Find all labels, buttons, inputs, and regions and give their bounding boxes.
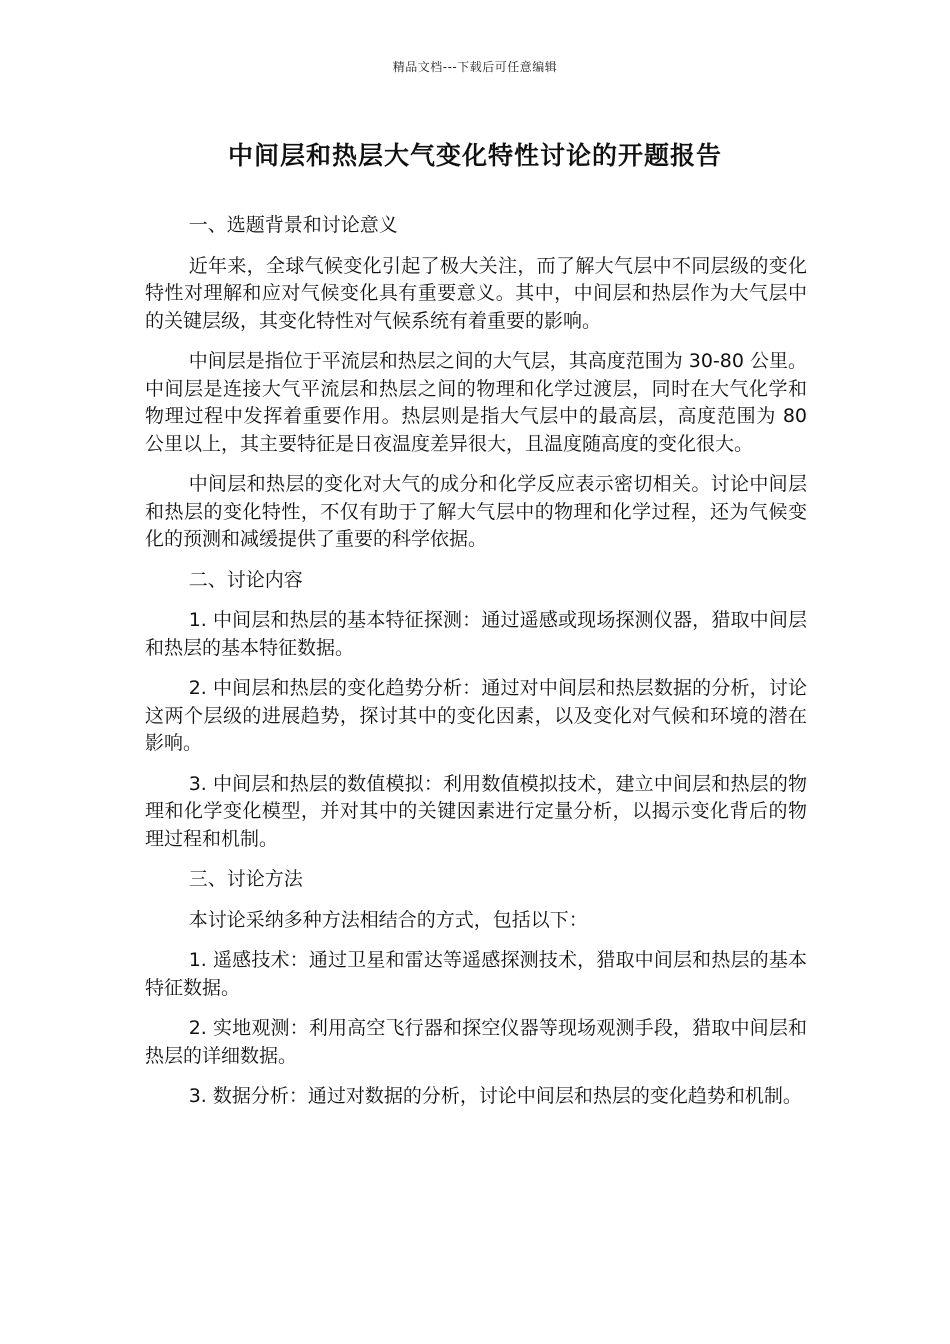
list-item-method-3: 3. 数据分析：通过对数据的分析，讨论中间层和热层的变化趋势和机制。 xyxy=(188,1085,802,1107)
section-heading-methods: 三、讨论方法 xyxy=(188,868,303,890)
list-item-content-3: 3. 中间层和热层的数值模拟：利用数值模拟技术，建立中间层和热层的物理和化学变化模型，并对其中的关键因素进行定量分析，以揭示变化背后的物理过程和机制。 xyxy=(145,772,807,850)
section-heading-background: 一、选题背景和讨论意义 xyxy=(188,214,398,236)
document-title: 中间层和热层大气变化特性讨论的开题报告 xyxy=(227,141,722,170)
paragraph-research-significance: 中间层和热层的变化对大气的成分和化学反应表示密切相关。讨论中间层和热层的变化特性，不仅有助于了解大气层中的物理和化学过程，还为气候变化的预测和减缓提供了重要的科学依据。 xyxy=(145,473,807,550)
list-item-method-1: 1. 遥感技术：通过卫星和雷达等遥感探测技术，猎取中间层和热层的基本特征数据。 xyxy=(145,949,807,999)
paragraph-background-intro: 近年来，全球气候变化引起了极大关注，而了解大气层中不同层级的变化特性对理解和应对气候变化具有重要意义。其中，中间层和热层作为大气层中的关键层级，其变化特性对气候系统有着重要的影响。 xyxy=(145,254,807,332)
paragraph-mesosphere-definition: 中间层是指位于平流层和热层之间的大气层，其高度范围为 30-80 公里。中间层是连接大气平流层和热层之间的物理和化学过渡层，同时在大气化学和物理过程中发挥着重要作用。热层则是指大气层中的最高层，高度范围为 80 公里以上，其主要特征是日夜温度差异很大，且温度随高度的变化很大。 xyxy=(145,350,807,455)
list-item-content-2: 2. 中间层和热层的变化趋势分析：通过对中间层和热层数据的分析，讨论这两个层级的进展趋势，探讨其中的变化因素，以及变化对气候和环境的潜在影响。 xyxy=(145,677,807,754)
header-note: 精品文档---下载后可任意编辑 xyxy=(392,60,558,74)
list-item-content-1: 1. 中间层和热层的基本特征探测：通过遥感或现场探测仪器，猎取中间层和热层的基本特征数据。 xyxy=(145,609,807,659)
paragraph-methods-intro: 本讨论采纳多种方法相结合的方式，包括以下： xyxy=(188,908,588,931)
document-body xyxy=(145,212,807,1124)
list-item-method-2: 2. 实地观测：利用高空飞行器和探空仪器等现场观测手段，猎取中间层和热层的详细数据。 xyxy=(145,1017,807,1067)
section-heading-content: 二、讨论内容 xyxy=(188,568,303,591)
